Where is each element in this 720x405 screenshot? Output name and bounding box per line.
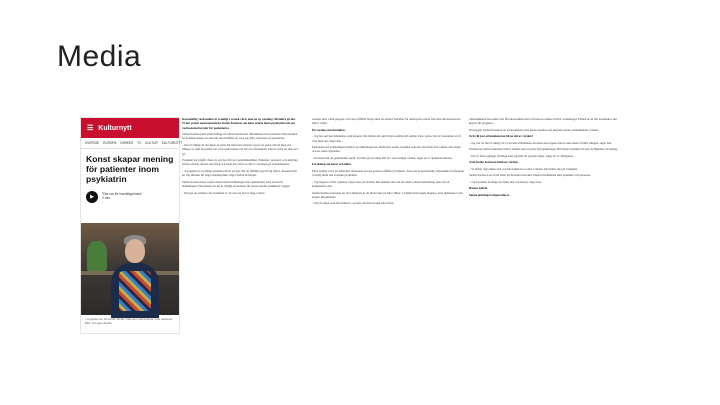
photo-caption: I projektet ser konstnär Stefan Karlsson samarbetat med patienter. Bild: Sveriges Radio — [85, 317, 174, 325]
article-paragraph: – Jag upplever att många patienter hittar ett nytt sätt att förhålla sig till sig själva. Konsten blir en väg tillbaka till något meningsfullt, säger Stefan Karlsson. — [182, 168, 297, 178]
article-paragraph: – Vi måste våga tänka nytt och låta kulturen ta plats i vården. Det tjänar alla på i längden. — [469, 166, 578, 171]
article-column-2 — [312, 117, 464, 338]
article-paragraph: Stefan Karlsson betonar att det viktigaste är att mötet sker på lika villkor. I ateljén finns ingen diagnos, bara människor som skapar tillsammans. — [312, 190, 463, 199]
article-paragraph: – Jag tror att det är viktigt att vi ser hela människan. Konsten kan öppna dörrar som annars förblir stängda, säger han. — [469, 140, 612, 145]
audio-duration: 2 min — [102, 195, 111, 200]
plant-shape — [87, 241, 107, 271]
nav-item[interactable]: EUROPA — [103, 141, 117, 145]
article-paragraph: – Det är första gången på länge som jag känt att jag kan något, säger en av deltagarna. — [469, 153, 574, 158]
article-paragraph: Nu hoppas Stefan Karlsson att erfarenheterna ska kunna spridas och inspirera andra verksamheter i landet. — [469, 127, 599, 132]
article-headline: Konst skapar mening för patienter inom psykiatrin — [86, 154, 174, 184]
article-paragraph: Personalen på avdelningen berättar att stämningen har förändrats sedan projektet startade. Det finns fler samtal, mer skratt och en större öppenhet. — [312, 145, 461, 154]
article-photo — [81, 223, 179, 315]
article-paragraph: Flera studier visar att kulturella aktiviteter kan ha positiva effekter på hälsan. Trots det är konstnärlig verksamhet fortfarande ovanlig inom den svenska psykiatrin. — [312, 168, 464, 178]
audio-title: "Det var för livsviktiga bara" — [102, 191, 143, 196]
article-subheading: En vardag som förändras — [312, 127, 346, 132]
site-nav — [81, 138, 183, 149]
article-paragraph: Patienterna själva beskriver tiden i ateljén som en paus från sjukdomen. Här finns utrymme för lek, nyfikenhet och glädje. — [469, 147, 618, 152]
article-paragraph: – Jag har sett hur människor som knappt ville lämna sitt rum börjar komma till ateljén varje vecka. Det är fantastiskt att få vara med om, säger han. — [312, 134, 461, 143]
article-subheading: hanna.jedvik@sverigesradio.se — [469, 192, 510, 197]
audio-info — [102, 193, 142, 201]
shirt-pattern-shape — [119, 271, 151, 311]
article-subheading: Hanna Jedvik — [469, 186, 488, 191]
nav-item[interactable]: TV — [137, 141, 142, 145]
nav-item[interactable]: INRIKES — [120, 141, 134, 145]
article-paragraph: – Det är något som alla behöver, oavsett om man är sjuk eller frisk. — [312, 201, 394, 206]
site-header — [81, 118, 179, 138]
article-paragraph: Verksamheten har under året fått ekonomiskt stöd och kan nu utökas till fler avdelningar. Planen är att fler konstnärer ska knytas till projektet. — [469, 117, 617, 126]
article-paragraph: Stefan Karlsson har under många år arbetat med konst tillsammans med patienter. Han berättar att konsten skapar ett rum där det är tillåtet att vara sig själv, utan krav på prestation. — [182, 132, 298, 141]
site-brand[interactable]: Kulturnytt — [98, 124, 132, 132]
slide-title: Media — [57, 40, 142, 73]
article-paragraph: – Det ger en stolthet och en känsla av att vara en del av något större. — [182, 190, 266, 195]
article-subheading: Och vill just erfarenheterna bli en del av vården? — [469, 134, 534, 139]
article-subheading: Forskning om konst och hälsa — [312, 162, 351, 167]
article-lead: Konstnärlig verksamhet är ovanligt i svensk vård, men en ny satsning vill ändra på det. Vi har pratat med konstnären Stefan Karlsson om hans arbete inom psykiatrin och om vad konsten betyder för patienterna. — [182, 117, 296, 130]
article-paragraph: – Jag hoppas att fler regioner vågar satsa på det här. Det handlar inte om att ersätta annan behandling utan om att komplettera den. — [312, 179, 450, 189]
article-column-3 — [469, 117, 621, 334]
article-paragraph: – Det är viktigt att det finns en plats där man kan uttrycka sig på ett annat sätt än med ord. Många av dem jag möter har varit sjuka länge och bär på erfarenheter som är svåra att sätta ord på. — [182, 142, 299, 156]
article-paragraph: – Konsten blir ett gemensamt språk. Vi möts på ett annat sätt än i den vanliga vården, säger en av sjuksköterskorna. — [312, 155, 453, 160]
article-column-1 — [182, 117, 299, 332]
article-paragraph: Projektet har pågått i flera år och har fått stor uppmärksamhet. Patienter, personal och anhöriga vittnar om hur arbetet med färg och form har blivit en del av vardagen på avdelningarna. — [182, 158, 298, 167]
menu-icon[interactable]: ☰ — [87, 125, 94, 132]
article-screenshot — [80, 117, 183, 334]
article-paragraph: Arbetet sker i små grupper och varje tillfälle börjar med ett samtal. Därefter får deltagarna arbeta fritt med det material de själva väljer. — [312, 117, 461, 126]
audio-player — [81, 189, 179, 207]
article-subheading: Axel Stefan Karlsson behöver vården — [469, 160, 518, 165]
article-paragraph: Stefan Karlsson har också arbetat med utställningar där patienternas verk visats för allmänheten. Han menar att det är viktigt att konsten får synas utanför sjukhusets väggar. — [182, 179, 291, 188]
article-paragraph: Stefan Karlsson ser fram emot att fortsätta utveckla arbetet tillsammans med patienter och personal. — [469, 173, 591, 178]
person-head-shape — [125, 239, 145, 263]
nav-item[interactable]: KULTUR — [145, 141, 158, 145]
play-icon[interactable]: ▶ — [86, 191, 98, 203]
article-paragraph: – Jag fortsätter så länge det finns lust och energi, säger han. — [469, 179, 542, 184]
nav-item[interactable]: SVERIGE — [85, 141, 100, 145]
nav-item[interactable]: KULTURNYTT — [161, 141, 183, 145]
